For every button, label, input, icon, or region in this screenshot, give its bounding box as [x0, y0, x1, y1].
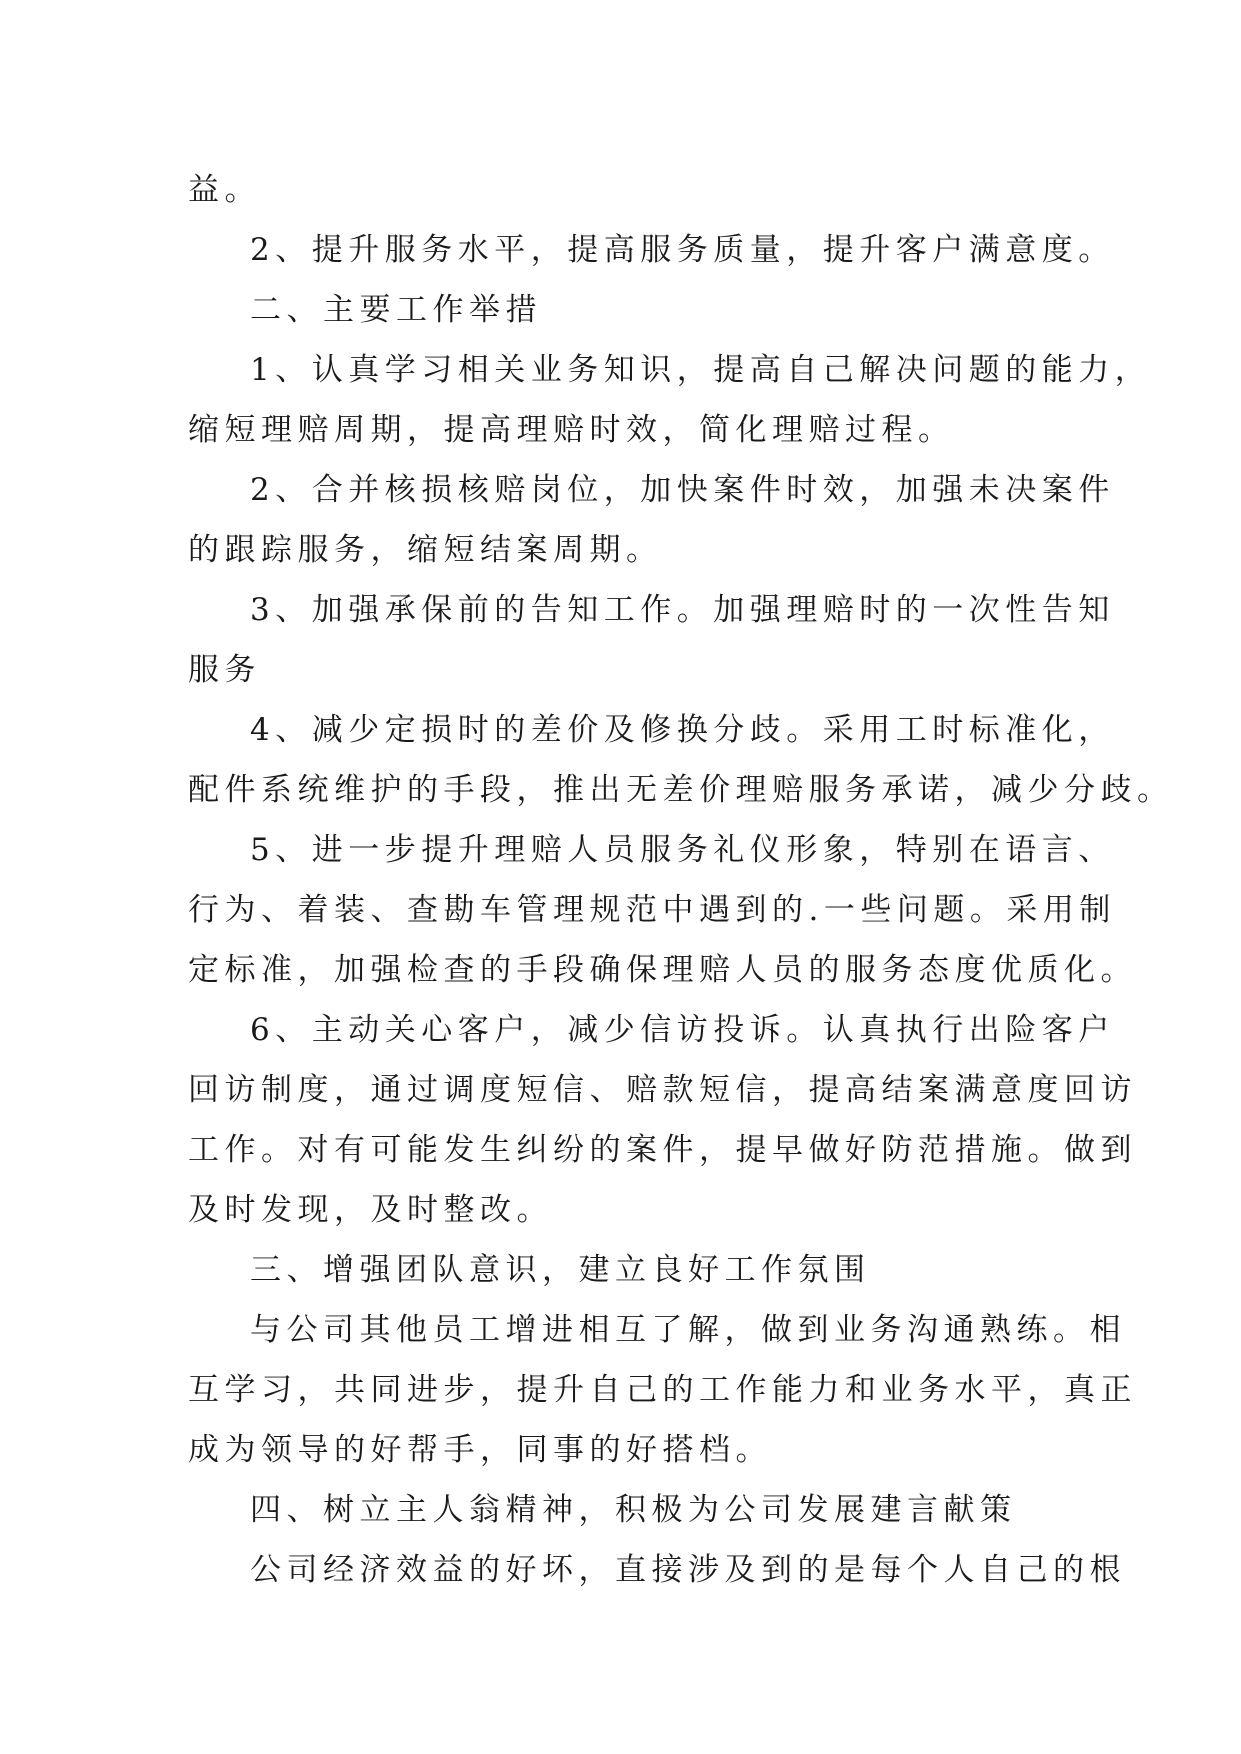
- text-line: 与公司其他员工增进相互了解，做到业务沟通熟练。相: [250, 1312, 1126, 1348]
- text-line: 公司经济效益的好坏，直接涉及到的是每个人自己的根: [250, 1552, 1126, 1588]
- text-line: 成为领导的好帮手，同事的好搭档。: [188, 1432, 772, 1468]
- text-line: 配件系统维护的手段，推出无差价理赔服务承诺，减少分歧。: [188, 772, 1174, 808]
- text-line: 互学习，共同进步，提升自己的工作能力和业务水平，真正: [188, 1372, 1137, 1408]
- text-line: 服务: [188, 652, 261, 688]
- text-line: 5、进一步提升理赔人员服务礼仪形象，特别在语言、: [250, 832, 1115, 868]
- text-line: 2、合并核损核赔岗位，加快案件时效，加强未决案件: [250, 472, 1115, 508]
- text-line: 4、减少定损时的差价及修换分歧。采用工时标准化，: [250, 712, 1115, 748]
- section-heading: 二、主要工作举措: [250, 292, 542, 328]
- section-heading: 四、树立主人翁精神，积极为公司发展建言献策: [250, 1492, 1017, 1528]
- text-line: 及时发现，及时整改。: [188, 1192, 553, 1228]
- text-line: 的跟踪服务，缩短结案周期。: [188, 532, 663, 568]
- text-line: 2、提升服务水平，提高服务质量，提升客户满意度。: [250, 232, 1115, 268]
- text-line: 缩短理赔周期，提高理赔时效，简化理赔过程。: [188, 412, 955, 448]
- text-line: 6、主动关心客户，减少信访投诉。认真执行出险客户: [250, 1012, 1115, 1048]
- document-body: [188, 160, 1174, 1600]
- text-line: 定标准，加强检查的手段确保理赔人员的服务态度优质化。: [188, 952, 1137, 988]
- text-line: 益。: [188, 172, 261, 208]
- text-line: 3、加强承保前的告知工作。加强理赔时的一次性告知: [250, 592, 1115, 628]
- text-line: 1、认真学习相关业务知识，提高自己解决问题的能力，: [250, 352, 1152, 388]
- text-line: 工作。对有可能发生纠纷的案件，提早做好防范措施。做到: [188, 1132, 1137, 1168]
- text-line: 回访制度，通过调度短信、赔款短信，提高结案满意度回访: [188, 1072, 1137, 1108]
- text-line: 行为、着装、查勘车管理规范中遇到的.一些问题。采用制: [188, 892, 1116, 928]
- section-heading: 三、增强团队意识，建立良好工作氛围: [250, 1252, 871, 1288]
